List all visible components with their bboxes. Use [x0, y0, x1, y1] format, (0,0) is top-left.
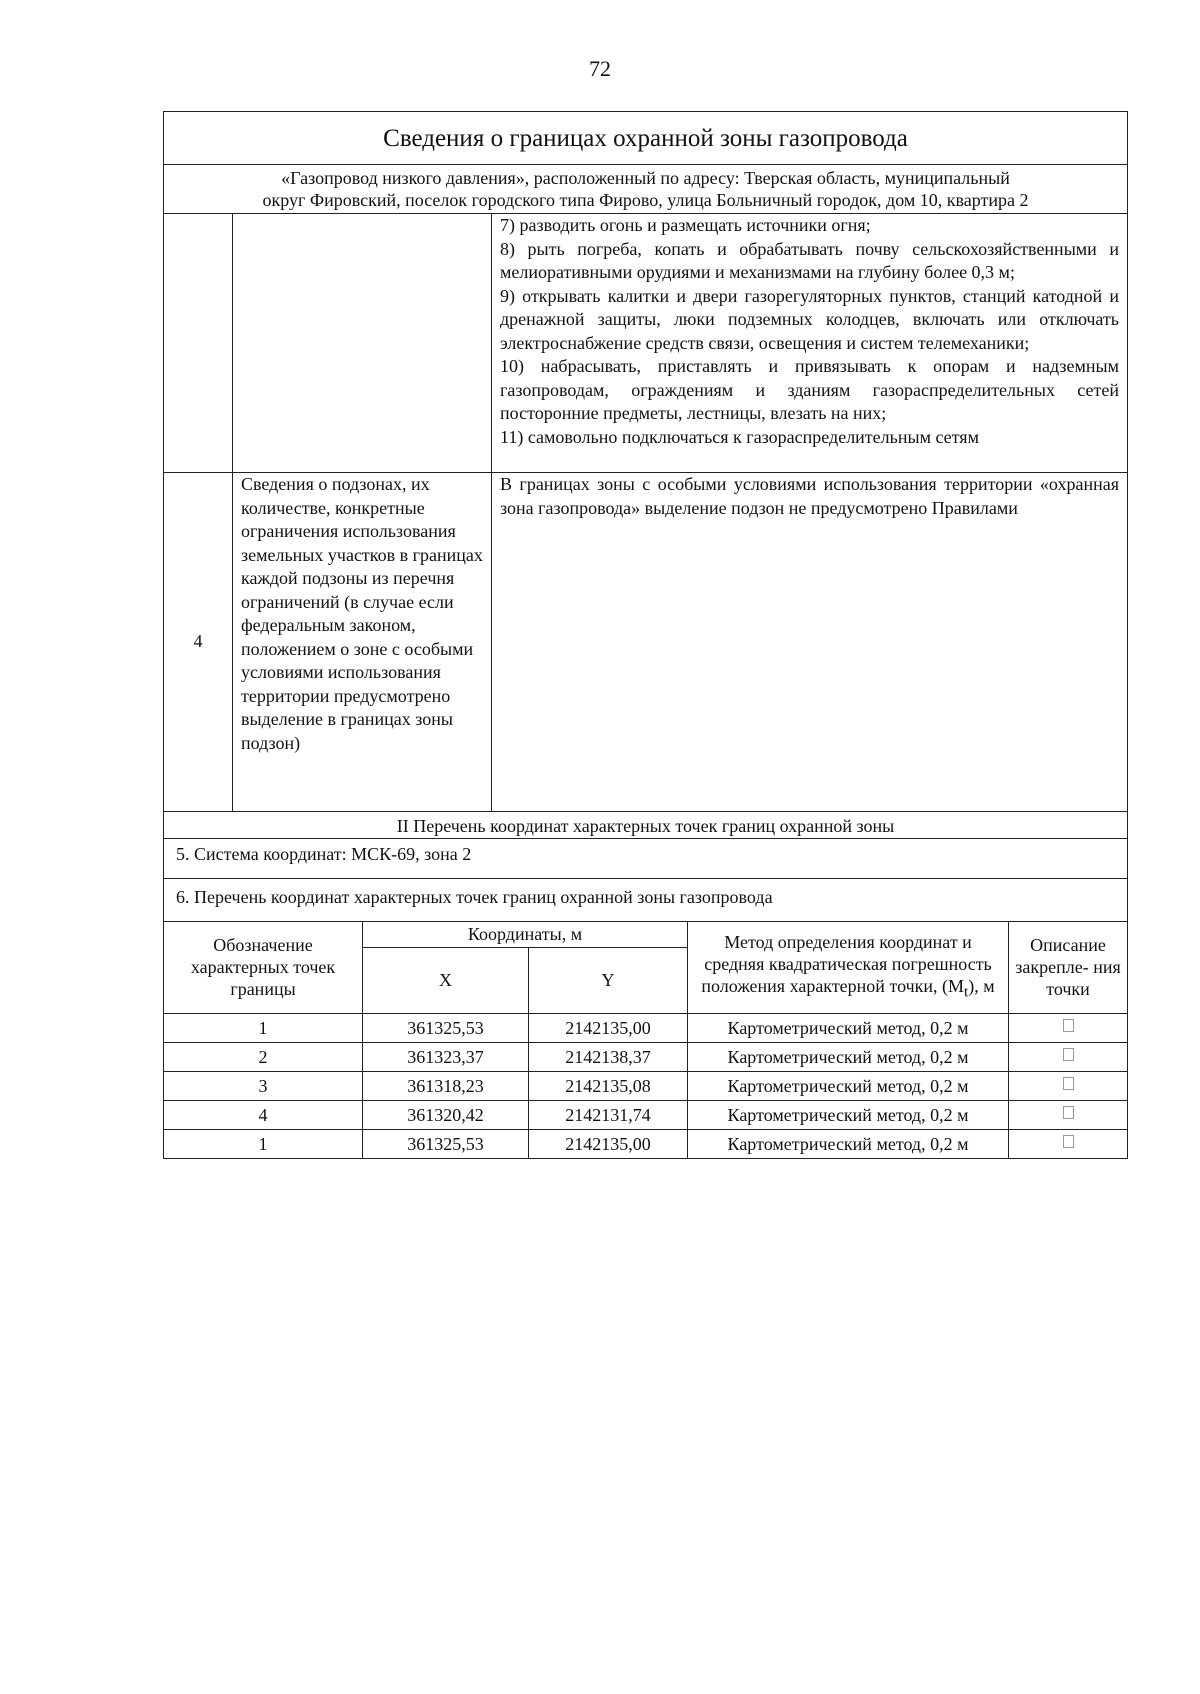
object-address [164, 165, 1128, 214]
restriction-item: 8) рыть погреба, копать и обрабатывать почву сельскохозяйственными и мелиоративными орудиями и механизмами на глубину более 0,3 м; [500, 238, 1119, 282]
point-x: 361325,53 [363, 1129, 529, 1158]
point-x: 361318,23 [363, 1071, 529, 1100]
point-id: 1 [164, 1013, 363, 1042]
point-x: 361323,37 [363, 1042, 529, 1071]
address-line-1: «Газопровод низкого давления», расположенный по адресу: Тверская область, муниципальный [281, 168, 1010, 188]
header-y: Y [529, 947, 688, 1013]
header-method-subscript: t [964, 984, 969, 1001]
header-method [688, 921, 1009, 1013]
table-row [164, 1100, 1128, 1129]
row3-number-cell [164, 214, 233, 473]
zone-info-table [163, 111, 1128, 922]
point-x: 361325,53 [363, 1013, 529, 1042]
point-id: 3 [164, 1071, 363, 1100]
point-y: 2142135,08 [529, 1071, 688, 1100]
header-designation: Обозначение характерных точек границы [164, 921, 363, 1013]
section-2-title: II Перечень координат характерных точек границ охранной зоны [164, 812, 1128, 839]
point-description [1009, 1129, 1128, 1158]
point-y: 2142135,00 [529, 1013, 688, 1042]
point-description [1009, 1100, 1128, 1129]
restriction-item: 9) открывать калитки и двери газорегуляторных пунктов, станций катодной и дренажной защиты, люки подземных колодцев, включать или отключать электроснабжение средств связи, освещения и систем телемеханики; [500, 285, 1119, 353]
restriction-item: 7) разводить огонь и размещать источники огня; [500, 215, 871, 235]
point-method: Картометрический метод, 0,2 м [688, 1100, 1009, 1129]
document-body [163, 111, 1128, 1159]
point-method: Картометрический метод, 0,2 м [688, 1042, 1009, 1071]
row3-label-cell [233, 214, 492, 473]
empty-box-icon [1063, 1077, 1074, 1090]
point-description [1009, 1042, 1128, 1071]
table-row [164, 1013, 1128, 1042]
row4-number: 4 [164, 473, 233, 812]
header-description: Описание закрепле- ния точки [1009, 921, 1128, 1013]
header-x: X [363, 947, 529, 1013]
table-row [164, 1071, 1128, 1100]
header-method-text: Метод определения координат и средняя квадратическая погрешность положения характерной точки, (M [701, 931, 992, 996]
point-method: Картометрический метод, 0,2 м [688, 1013, 1009, 1042]
point-id: 4 [164, 1100, 363, 1129]
empty-box-icon [1063, 1019, 1074, 1032]
point-method: Картометрический метод, 0,2 м [688, 1071, 1009, 1100]
header-method-unit: ), м [968, 975, 995, 996]
coordinates-table [163, 921, 1128, 1159]
restriction-item: 11) самовольно подключаться к газораспределительным сетям [500, 426, 979, 447]
empty-box-icon [1063, 1106, 1074, 1119]
point-y: 2142135,00 [529, 1129, 688, 1158]
page-number: 72 [589, 56, 611, 81]
header-coordinates: Координаты, м [363, 921, 688, 947]
points-list-title: 6. Перечень координат характерных точек границ охранной зоны газопровода [164, 879, 1128, 922]
point-y: 2142131,74 [529, 1100, 688, 1129]
point-description [1009, 1071, 1128, 1100]
row4-value: В границах зоны с особыми условиями использования территории «охранная зона газопровода» выделение подзон не предусмотрено Правилами [492, 473, 1128, 812]
document-title: Сведения о границах охранной зоны газопровода [164, 112, 1128, 165]
point-method: Картометрический метод, 0,2 м [688, 1129, 1009, 1158]
point-description [1009, 1013, 1128, 1042]
empty-box-icon [1063, 1048, 1074, 1061]
restrictions-cell [492, 214, 1128, 473]
restriction-item: 10) набрасывать, приставлять и привязывать к опорам и надземным газопроводам, ограждениям и зданиям газораспределительных сетей посторонние предметы, лестницы, влезать на них; [500, 356, 1119, 423]
point-y: 2142138,37 [529, 1042, 688, 1071]
table-row [164, 1129, 1128, 1158]
point-id: 1 [164, 1129, 363, 1158]
coordinate-system: 5. Система координат: МСК-69, зона 2 [164, 839, 1128, 879]
point-x: 361320,42 [363, 1100, 529, 1129]
table-row [164, 1042, 1128, 1071]
address-line-2: округ Фировский, поселок городского типа Фирово, улица Больничный городок, дом 10, квартира 2 [262, 190, 1029, 210]
point-id: 2 [164, 1042, 363, 1071]
row4-label: Сведения о подзонах, их количестве, конкретные ограничения использования земельных участков в границах каждой подзоны из перечня ограничений (в случае если федеральным законом, положением о зоне с особыми условиями использования территории предусмотрено выделение в границах зоны подзон) [233, 473, 492, 812]
empty-box-icon [1063, 1135, 1074, 1148]
